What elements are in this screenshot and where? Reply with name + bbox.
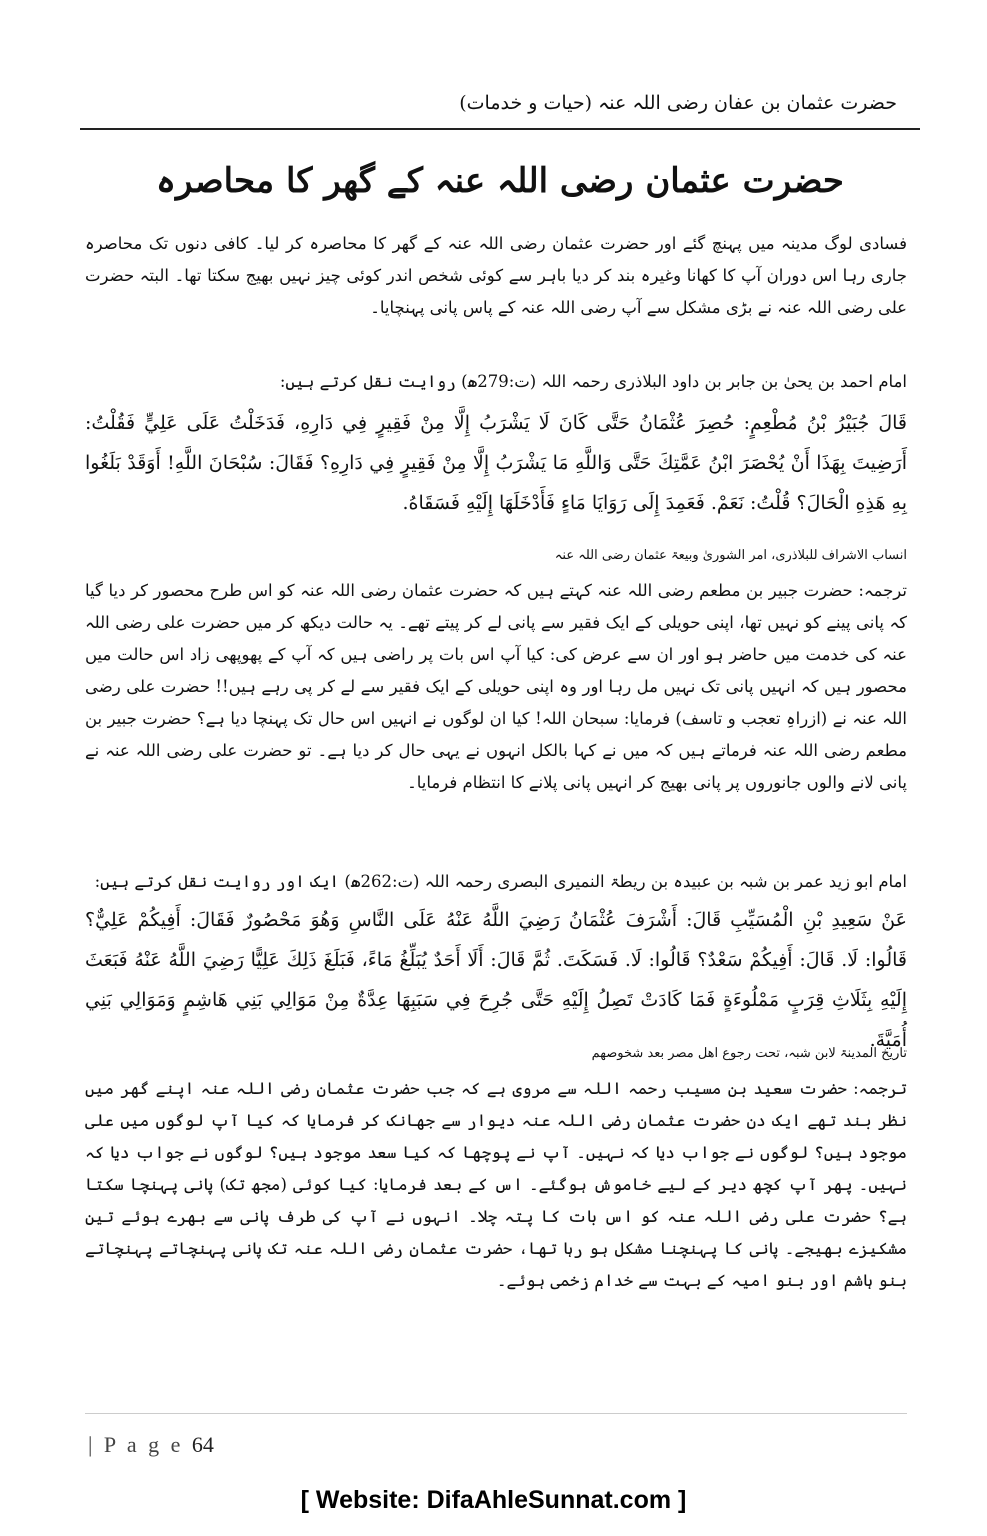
narrator-intro-2: امام ابو زید عمر بن شبہ بن عبیدہ بن ریطۃ النمیری البصری رحمہ اللہ (ت:262ھ) ایک اور روایت نقل کرتے ہیں: bbox=[94, 872, 907, 891]
arabic-narration-1: قَالَ جُبَيْرُ بْنُ مُطْعِمٍ: حُصِرَ عُثْمَانُ حَتَّى كَانَ لَا يَشْرَبُ إِلَّا مِنْ فَقِيرٍ فِي دَارِهِ، فَدَخَلْتُ عَلَى عَلِيٍّ فَقُلْتُ: أَرَضِيتَ بِهَذَا أَنْ يُحْصَرَ ابْنُ عَمَّتِكَ حَتَّى وَاللَّهِ مَا يَشْرَبُ إِلَّا مِنْ فَقِيرٍ فِي دَارِهِ؟ فَقَالَ: سُبْحَانَ اللَّهِ! أَوَقَدْ بَلَغُوا بِهِ هَذِهِ الْحَالَ؟ قُلْتُ: نَعَمْ. فَعَمِدَ إِلَى رَوَايَا مَاءٍ فَأَدْخَلَهَا إِلَيْهِ فَسَقَاهُ. bbox=[85, 412, 907, 514]
source-reference-1: انساب الاشراف للبلاذری، امر الشوریٰ وبیعۃ عثمان رضی اللہ عنہ bbox=[554, 548, 907, 563]
narrator-intro-1: امام احمد بن یحیٰ بن جابر بن داود البلاذری رحمہ اللہ (ت:279ھ) روایت نقل کرتے ہیں: bbox=[279, 372, 907, 391]
chapter-title: حضرت عثمان رضی اللہ عنہ کے گھر کا محاصرہ bbox=[156, 161, 844, 201]
translation-2: ترجمہ: حضرت سعید بن مسیب رحمہ اللہ سے مروی ہے کہ جب حضرت عثمان رضی اللہ عنہ اپنے گھر میں نظر بند تھے ایک دن حضرت عثمان رضی اللہ عنہ دیوار سے جھانک کر فرمایا کہ کیا آپ لوگوں میں علی موجود ہیں؟ لوگوں نے جواب دیا کہ نہیں۔ آپ نے پوچھا کہ کیا سعد موجود ہیں؟ لوگوں نے جواب دیا کہ نہیں۔ پھر آپ کچھ دیر کے لیے خاموش ہوگئے۔ اس کے بعد فرمایا: کیا کوئی (مجھ تک) پانی پہنچا سکتا ہے؟ حضرت علی رضی اللہ عنہ کو اس بات کا پتہ چلا۔ انہوں نے آپ کی طرف پانی سے بھرے ہوئے تین مشکیزے بھیجے۔ پانی کا پہنچنا مشکل ہو رہا تھا، حضرت عثمان رضی اللہ عنہ تک پانی پہنچاتے پہنچاتے بنو ہاشم اور بنو امیہ کے بہت سے خدام زخمی ہوئے۔ bbox=[85, 1079, 907, 1290]
page-number-value: 64 bbox=[191, 1432, 214, 1457]
translation-1: ترجمہ: حضرت جبیر بن مطعم رضی اللہ عنہ کہتے ہیں کہ حضرت عثمان رضی اللہ عنہ کو اس طرح محصور کر دیا گیا کہ پانی پینے کو نہیں تھا، اپنی حویلی کے ایک فقیر سے پانی لے کر پیتے تھے۔ یہ حالت دیکھ کر میں حضرت علی رضی اللہ عنہ کی خدمت میں حاضر ہو اور ان سے عرض کی: کیا آپ اس بات پر راضی ہیں کہ آپ کے پھوپھی زاد اس حالت میں محصور ہیں کہ انہیں پانی تک نہیں مل رہا اور وہ اپنی حویلی کے ایک فقیر سے لے کر پی رہے ہیں!! حضرت علی رضی اللہ عنہ نے (ازراہِ تعجب و تاسف) فرمایا: سبحان اللہ! کیا ان لوگوں نے انہیں اس حال تک پہنچا دیا ہے؟ حضرت جبیر بن مطعم رضی اللہ عنہ فرماتے ہیں کہ میں نے کہا بالکل انہوں نے یہی حال کر دیا ہے۔ تو حضرت علی رضی اللہ عنہ نے پانی لانے والوں جانوروں پر پانی بھیج کر انہیں پانی پلانے کا انتظام فرمایا۔ bbox=[85, 581, 907, 792]
page-number bbox=[88, 1432, 214, 1458]
footer-divider bbox=[85, 1413, 907, 1414]
paragraph-intro: فسادی لوگ مدینہ میں پہنچ گئے اور حضرت عثمان رضی اللہ عنہ کے گھر کا محاصرہ کر لیا۔ کافی دنوں تک محاصرہ جاری رہا اس دوران آپ کا کھانا وغیرہ بند کر دیا باہر سے کوئی شخص اندر کوئی چیز نہیں بھیج سکتا تھا۔ البتہ حضرت علی رضی اللہ عنہ نے بڑی مشکل سے آپ رضی اللہ عنہ کے پاس پانی پہنچایا۔ bbox=[85, 234, 907, 317]
header-divider bbox=[80, 128, 920, 130]
source-reference-2: تاریخ المدینۃ لابن شبہ، تحت رجوع اھل مصر بعد شخوصھم bbox=[591, 1046, 907, 1061]
arabic-narration-2: عَنْ سَعِيدِ بْنِ الْمُسَيِّبِ قَالَ: أَشْرَفَ عُثْمَانُ رَضِيَ اللَّهُ عَنْهُ عَلَى النَّاسِ وَهُوَ مَحْصُورٌ فَقَالَ: أَفِيكُمْ عَلِيٌّ؟ قَالُوا: لَا. قَالَ: أَفِيكُمْ سَعْدٌ؟ قَالُوا: لَا. فَسَكَتَ. ثُمَّ قَالَ: أَلَا أَحَدٌ يُبَلِّغُ مَاءً، فَبَلَغَ ذَلِكَ عَلِيًّا رَضِيَ اللَّهُ عَنْهُ فَبَعَثَ إِلَيْهِ بِثَلَاثِ قِرَبٍ مَمْلُوءَةٍ فَمَا كَادَتْ تَصِلُ إِلَيْهِ حَتَّى جُرِحَ فِي سَبَبِهَا عِدَّةٌ مِنْ مَوَالِي بَنِي هَاشِمٍ وَمَوَالِي بَنِي أُمَيَّةَ. bbox=[85, 909, 907, 1051]
page-label: | P a g e bbox=[88, 1432, 184, 1457]
website-banner: [ Website: DifaAhleSunnat.com ] bbox=[300, 1486, 687, 1514]
running-header: حضرت عثمان بن عفان رضی اللہ عنہ (حیات و خدمات) bbox=[459, 92, 897, 114]
